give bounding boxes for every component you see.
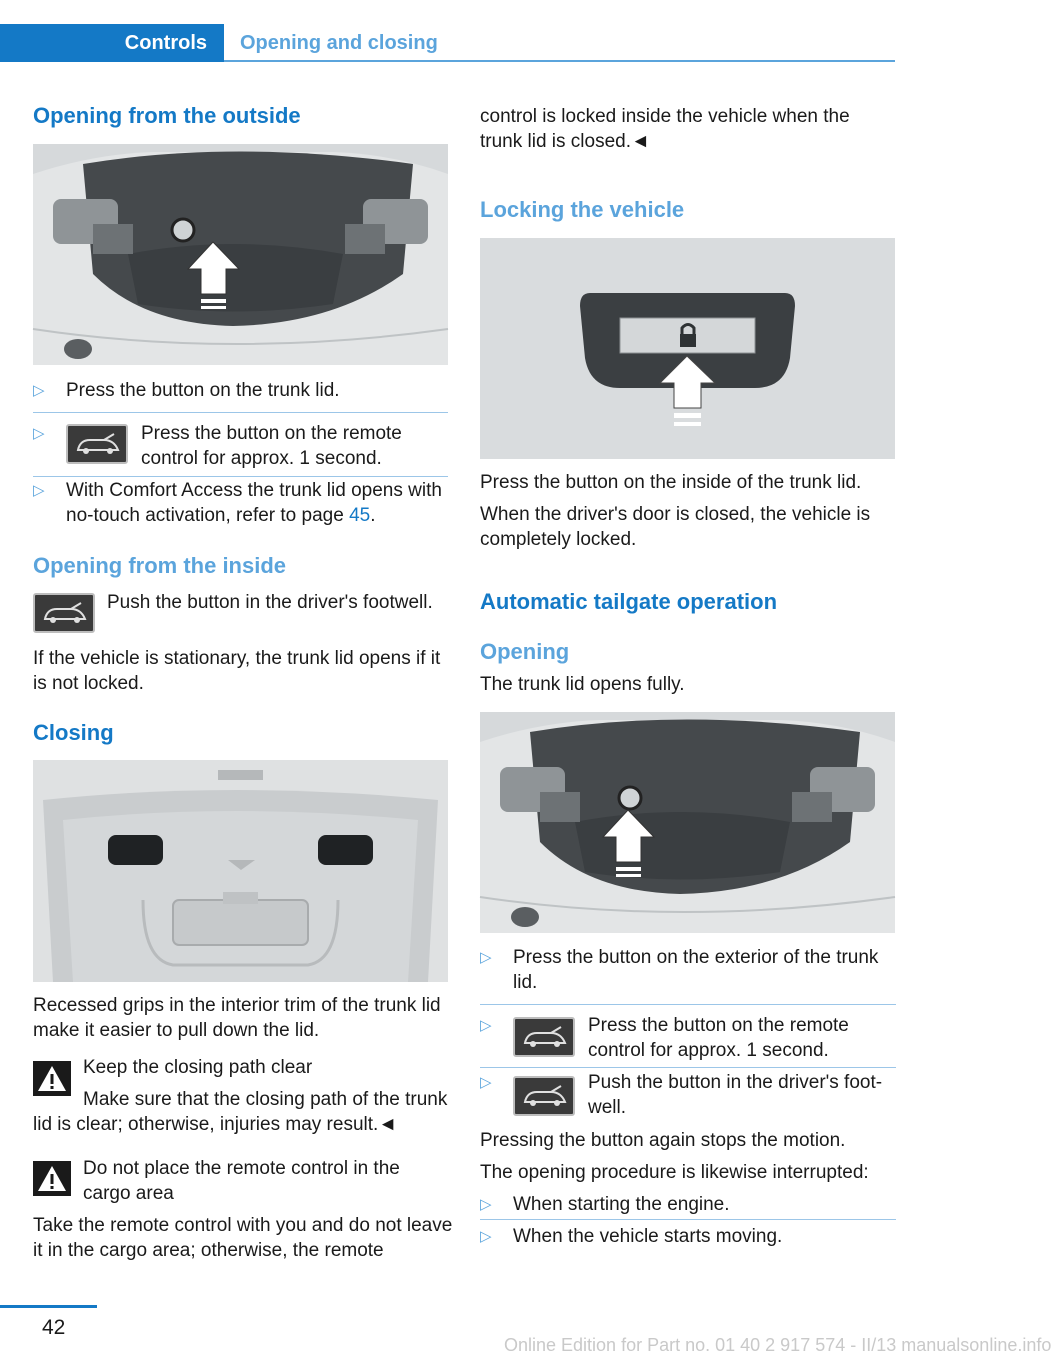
- footwell-trunk-button-icon: [33, 593, 95, 633]
- bullet-triangle-icon: ▷: [480, 1074, 492, 1091]
- footer-rule: [0, 1305, 97, 1308]
- divider: [480, 1004, 896, 1005]
- remote-trunk-key-icon: [66, 424, 128, 464]
- heading-automatic-tailgate: Automatic tailgate operation: [480, 589, 778, 614]
- stop-motion-text: Pressing the button again stops the motion.: [480, 1130, 846, 1151]
- locking-text-1: Press the button on the inside of the trunk lid.: [480, 472, 862, 493]
- warning1-title: Keep the closing path clear: [83, 1057, 313, 1078]
- list-item: ▷ Press the button on the trunk lid.: [33, 380, 340, 401]
- list-item: ▷ When starting the engine.: [480, 1194, 730, 1215]
- list-item: ▷ Push the button in the driver's foot‐well.: [480, 1072, 883, 1118]
- bullet-triangle-icon: ▷: [480, 1017, 492, 1034]
- bullet-triangle-icon: ▷: [33, 482, 45, 499]
- page-number: 42: [42, 1316, 66, 1339]
- continuation-text: control is locked inside the vehicle when the trunk lid is closed.◄: [480, 106, 850, 152]
- interrupt-text: The opening procedure is likewise interrupted:: [480, 1162, 869, 1183]
- chapter-tab[interactable]: Controls: [0, 24, 224, 62]
- opens-fully-text: The trunk lid opens fully.: [480, 674, 685, 695]
- warning2-body: Take the remote control with you and do not leave it in the cargo area; otherwise, the remote: [33, 1215, 453, 1261]
- locking-text-2: When the driver's door is closed, the vehicle is completely locked.: [480, 504, 871, 550]
- watermark-text: Online Edition for Part no. 01 40 2 917 574 - II/13 manualsonline.info: [504, 1335, 1051, 1355]
- bullet-triangle-icon: ▷: [33, 382, 45, 399]
- bullet-triangle-icon: ▷: [480, 1228, 492, 1245]
- heading-opening-outside: Opening from the outside: [33, 103, 301, 128]
- stationary-text: If the vehicle is stationary, the trunk lid opens if it is not locked.: [33, 648, 441, 694]
- divider: [480, 1219, 896, 1220]
- page-link[interactable]: 45: [349, 505, 371, 526]
- closing-text: Recessed grips in the interior trim of the trunk lid make it easier to pull down the lid.: [33, 995, 441, 1041]
- list-item: ▷ Press the button on the remote control for approx. 1 second.: [33, 423, 402, 469]
- lock-button-photo: [480, 238, 895, 459]
- trunk-exterior-photo-2: [480, 712, 895, 933]
- remote-trunk-key-icon: [513, 1017, 575, 1057]
- divider: [33, 412, 448, 413]
- divider: [480, 1067, 896, 1068]
- bullet-triangle-icon: ▷: [480, 1196, 492, 1213]
- divider: [33, 476, 448, 477]
- footwell-trunk-button-icon: [513, 1076, 575, 1116]
- list-item: ▷ Press the button on the remote control for approx. 1 second.: [480, 1015, 849, 1061]
- bullet-triangle-icon: ▷: [480, 949, 492, 966]
- footwell-text: Push the button in the driver's footwell.: [107, 592, 433, 613]
- warning1-body: Make sure that the closing path of the trunk lid is clear; otherwise, injuries may result.◄: [33, 1089, 448, 1135]
- header-rule: [224, 60, 895, 62]
- list-item: ▷ When the vehicle starts moving.: [480, 1226, 783, 1247]
- warning-icon: [33, 1161, 71, 1196]
- bullet-triangle-icon: ▷: [33, 425, 45, 442]
- warning2-title: Do not place the remote control in the cargo area: [83, 1158, 400, 1204]
- heading-opening-inside: Opening from the inside: [33, 553, 287, 578]
- section-title: Opening and closing: [240, 32, 438, 54]
- heading-locking: Locking the vehicle: [480, 197, 685, 222]
- trunk-interior-photo: [33, 760, 448, 982]
- trunk-exterior-photo: [33, 144, 448, 365]
- list-item: ▷ With Comfort Access the trunk lid opens with no-touch activation, refer to page 45.: [33, 480, 442, 526]
- heading-opening: Opening: [480, 639, 570, 664]
- list-item: ▷ Press the button on the exterior of the trunk lid.: [480, 947, 879, 993]
- heading-closing: Closing: [33, 720, 114, 745]
